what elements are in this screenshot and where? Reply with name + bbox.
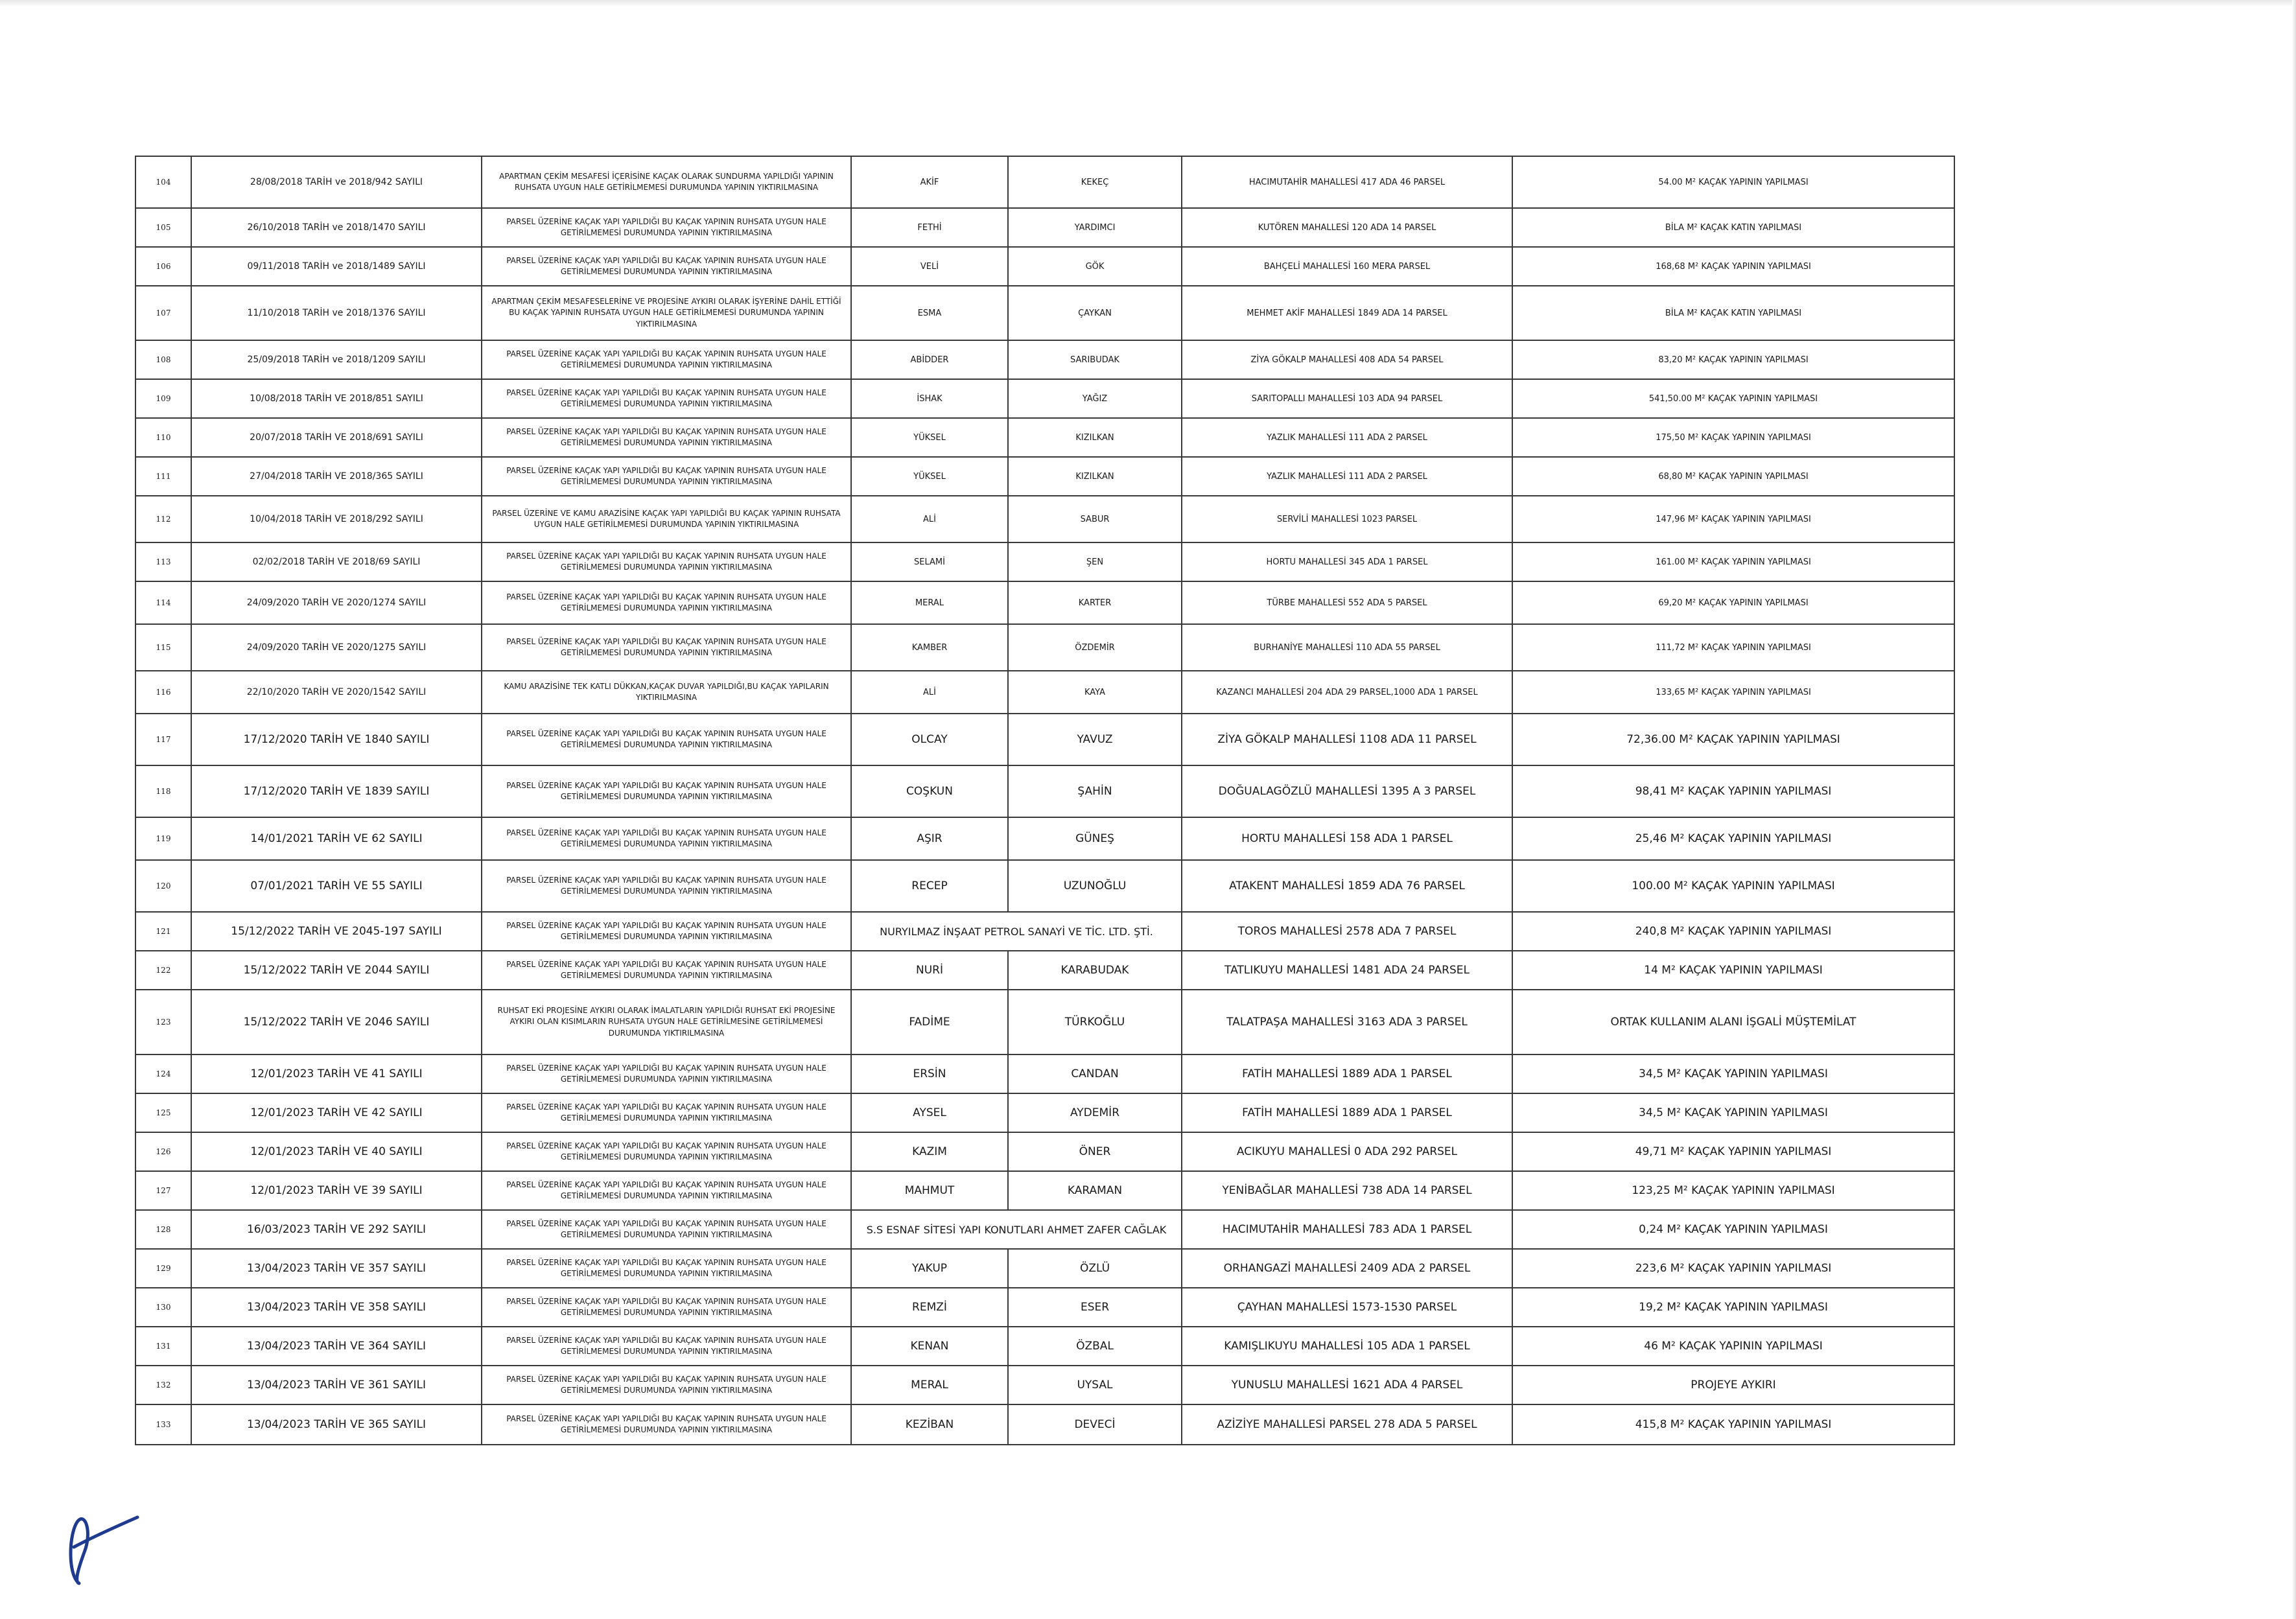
decision-date: 12/01/2023 TARİH VE 42 SAYILI bbox=[191, 1093, 482, 1132]
owner-last-name: ÖZDEMİR bbox=[1008, 624, 1182, 671]
row-number: 124 bbox=[135, 1054, 191, 1093]
violation-description: PARSEL ÜZERİNE KAÇAK YAPI YAPILDIĞI BU KAÇAK YAPININ RUHSATA UYGUN HALE GETİRİLMEMESİ DURUMUNDA YAPININ YIKTIRILMASINA bbox=[482, 1288, 851, 1327]
table-row bbox=[135, 1404, 1954, 1445]
decision-date: 13/04/2023 TARİH VE 357 SAYILI bbox=[191, 1249, 482, 1288]
row-number: 108 bbox=[135, 340, 191, 379]
parcel-location: AZİZİYE MAHALLESİ PARSEL 278 ADA 5 PARSEL bbox=[1182, 1404, 1512, 1445]
owner-first-name: AŞIR bbox=[851, 817, 1008, 860]
table-row bbox=[135, 624, 1954, 671]
decision-date: 15/12/2022 TARİH VE 2044 SAYILI bbox=[191, 951, 482, 990]
decision-date: 07/01/2021 TARİH VE 55 SAYILI bbox=[191, 860, 482, 912]
owner-first-name: İSHAK bbox=[851, 379, 1008, 418]
row-number: 110 bbox=[135, 418, 191, 457]
decision-date: 09/11/2018 TARİH ve 2018/1489 SAYILI bbox=[191, 247, 482, 286]
decision-date: 12/01/2023 TARİH VE 39 SAYILI bbox=[191, 1171, 482, 1210]
violation-detail: 46 M² KAÇAK YAPININ YAPILMASI bbox=[1512, 1327, 1954, 1366]
owner-first-name: VELİ bbox=[851, 247, 1008, 286]
owner-last-name: DEVECİ bbox=[1008, 1404, 1182, 1445]
owner-last-name: YARDIMCI bbox=[1008, 208, 1182, 247]
violation-description: PARSEL ÜZERİNE KAÇAK YAPI YAPILDIĞI BU KAÇAK YAPININ RUHSATA UYGUN HALE GETİRİLMEMESİ DURUMUNDA YAPININ YIKTIRILMASINA bbox=[482, 1132, 851, 1171]
table-row bbox=[135, 1132, 1954, 1171]
owner-first-name: FETHİ bbox=[851, 208, 1008, 247]
owner-first-name: KAMBER bbox=[851, 624, 1008, 671]
violation-detail: 54.00 M² KAÇAK YAPININ YAPILMASI bbox=[1512, 156, 1954, 208]
row-number: 130 bbox=[135, 1288, 191, 1327]
violation-description: PARSEL ÜZERİNE KAÇAK YAPI YAPILDIĞI BU KAÇAK YAPININ RUHSATA UYGUN HALE GETİRİLMEMESİ DURUMUNDA YAPININ YIKTIRILMASINA bbox=[482, 418, 851, 457]
violation-detail: 240,8 M² KAÇAK YAPININ YAPILMASI bbox=[1512, 912, 1954, 951]
table-row bbox=[135, 765, 1954, 817]
table-row bbox=[135, 1327, 1954, 1366]
owner-last-name: YAVUZ bbox=[1008, 714, 1182, 765]
decision-date: 15/12/2022 TARİH VE 2045-197 SAYILI bbox=[191, 912, 482, 951]
owner-first-name: OLCAY bbox=[851, 714, 1008, 765]
violation-detail: 14 M² KAÇAK YAPININ YAPILMASI bbox=[1512, 951, 1954, 990]
table-row bbox=[135, 1249, 1954, 1288]
parcel-location: DOĞUALAGÖZLÜ MAHALLESİ 1395 A 3 PARSEL bbox=[1182, 765, 1512, 817]
owner-first-name: REMZİ bbox=[851, 1288, 1008, 1327]
owner-first-name: ABİDDER bbox=[851, 340, 1008, 379]
parcel-location: TALATPAŞA MAHALLESİ 3163 ADA 3 PARSEL bbox=[1182, 990, 1512, 1054]
decision-date: 13/04/2023 TARİH VE 361 SAYILI bbox=[191, 1366, 482, 1404]
owner-last-name: TÜRKOĞLU bbox=[1008, 990, 1182, 1054]
owner-first-name: YÜKSEL bbox=[851, 418, 1008, 457]
owner-first-name: MAHMUT bbox=[851, 1171, 1008, 1210]
violation-description: PARSEL ÜZERİNE KAÇAK YAPI YAPILDIĞI BU KAÇAK YAPININ RUHSATA UYGUN HALE GETİRİLMEMESİ DURUMUNDA YAPININ YIKTIRILMASINA bbox=[482, 542, 851, 581]
table-row bbox=[135, 951, 1954, 990]
decision-date: 16/03/2023 TARİH VE 292 SAYILI bbox=[191, 1210, 482, 1249]
violation-detail: 415,8 M² KAÇAK YAPININ YAPILMASI bbox=[1512, 1404, 1954, 1445]
decision-date: 10/04/2018 TARİH VE 2018/292 SAYILI bbox=[191, 496, 482, 542]
parcel-location: ATAKENT MAHALLESİ 1859 ADA 76 PARSEL bbox=[1182, 860, 1512, 912]
decision-date: 27/04/2018 TARİH VE 2018/365 SAYILI bbox=[191, 457, 482, 496]
violation-detail: 100.00 M² KAÇAK YAPININ YAPILMASI bbox=[1512, 860, 1954, 912]
owner-last-name: UZUNOĞLU bbox=[1008, 860, 1182, 912]
decision-date: 11/10/2018 TARİH ve 2018/1376 SAYILI bbox=[191, 286, 482, 340]
table-body bbox=[135, 156, 1954, 1445]
parcel-location: KAZANCI MAHALLESİ 204 ADA 29 PARSEL,1000 ADA 1 PARSEL bbox=[1182, 671, 1512, 714]
violation-detail: 83,20 M² KAÇAK YAPININ YAPILMASI bbox=[1512, 340, 1954, 379]
owner-first-name: NURİ bbox=[851, 951, 1008, 990]
table-row bbox=[135, 990, 1954, 1054]
parcel-location: HORTU MAHALLESİ 345 ADA 1 PARSEL bbox=[1182, 542, 1512, 581]
owner-last-name: ÖNER bbox=[1008, 1132, 1182, 1171]
scan-edge-top bbox=[0, 0, 2296, 6]
row-number: 125 bbox=[135, 1093, 191, 1132]
parcel-location: SERVİLİ MAHALLESİ 1023 PARSEL bbox=[1182, 496, 1512, 542]
row-number: 120 bbox=[135, 860, 191, 912]
decision-date: 24/09/2020 TARİH VE 2020/1274 SAYILI bbox=[191, 581, 482, 624]
parcel-location: KUTÖREN MAHALLESİ 120 ADA 14 PARSEL bbox=[1182, 208, 1512, 247]
violation-description: PARSEL ÜZERİNE KAÇAK YAPI YAPILDIĞI BU KAÇAK YAPININ RUHSATA UYGUN HALE GETİRİLMEMESİ DURUMUNDA YAPININ YIKTIRILMASINA bbox=[482, 208, 851, 247]
violation-description: PARSEL ÜZERİNE KAÇAK YAPI YAPILDIĞI BU KAÇAK YAPININ RUHSATA UYGUN HALE GETİRİLMEMESİ DURUMUNDA YAPININ YIKTIRILMASINA bbox=[482, 817, 851, 860]
owner-last-name: YAĞIZ bbox=[1008, 379, 1182, 418]
owner-last-name: UYSAL bbox=[1008, 1366, 1182, 1404]
row-number: 133 bbox=[135, 1404, 191, 1445]
owner-company: S.S ESNAF SİTESİ YAPI KONUTLARI AHMET ZAFER CAĞLAK bbox=[851, 1210, 1182, 1249]
owner-last-name: SABUR bbox=[1008, 496, 1182, 542]
owner-last-name: ÖZBAL bbox=[1008, 1327, 1182, 1366]
parcel-location: HORTU MAHALLESİ 158 ADA 1 PARSEL bbox=[1182, 817, 1512, 860]
row-number: 114 bbox=[135, 581, 191, 624]
parcel-location: SARITOPALLI MAHALLESİ 103 ADA 94 PARSEL bbox=[1182, 379, 1512, 418]
table-row bbox=[135, 340, 1954, 379]
parcel-location: TOROS MAHALLESİ 2578 ADA 7 PARSEL bbox=[1182, 912, 1512, 951]
table-row bbox=[135, 418, 1954, 457]
violation-detail: 123,25 M² KAÇAK YAPININ YAPILMASI bbox=[1512, 1171, 1954, 1210]
owner-last-name: GÖK bbox=[1008, 247, 1182, 286]
owner-first-name: YAKUP bbox=[851, 1249, 1008, 1288]
owner-last-name: KEKEÇ bbox=[1008, 156, 1182, 208]
row-number: 116 bbox=[135, 671, 191, 714]
parcel-location: FATİH MAHALLESİ 1889 ADA 1 PARSEL bbox=[1182, 1093, 1512, 1132]
violation-detail: 19,2 M² KAÇAK YAPININ YAPILMASI bbox=[1512, 1288, 1954, 1327]
row-number: 111 bbox=[135, 457, 191, 496]
table-row bbox=[135, 208, 1954, 247]
row-number: 126 bbox=[135, 1132, 191, 1171]
row-number: 132 bbox=[135, 1366, 191, 1404]
violation-detail: 541,50.00 M² KAÇAK YAPININ YAPILMASI bbox=[1512, 379, 1954, 418]
owner-last-name: ÇAYKAN bbox=[1008, 286, 1182, 340]
decision-date: 17/12/2020 TARİH VE 1839 SAYILI bbox=[191, 765, 482, 817]
violation-detail: BİLA M² KAÇAK KATIN YAPILMASI bbox=[1512, 208, 1954, 247]
row-number: 131 bbox=[135, 1327, 191, 1366]
table-row bbox=[135, 1210, 1954, 1249]
violation-description: PARSEL ÜZERİNE KAÇAK YAPI YAPILDIĞI BU KAÇAK YAPININ RUHSATA UYGUN HALE GETİRİLMEMESİ DURUMUNDA YAPININ YIKTIRILMASINA bbox=[482, 581, 851, 624]
owner-first-name: ALİ bbox=[851, 671, 1008, 714]
owner-first-name: ALİ bbox=[851, 496, 1008, 542]
row-number: 106 bbox=[135, 247, 191, 286]
violation-description: PARSEL ÜZERİNE KAÇAK YAPI YAPILDIĞI BU KAÇAK YAPININ RUHSATA UYGUN HALE GETİRİLMEMESİ DURUMUNDA YAPININ YIKTIRILMASINA bbox=[482, 379, 851, 418]
owner-first-name: ERSİN bbox=[851, 1054, 1008, 1093]
violation-description: PARSEL ÜZERİNE KAÇAK YAPI YAPILDIĞI BU KAÇAK YAPININ RUHSATA UYGUN HALE GETİRİLMEMESİ DURUMUNDA YAPININ YIKTIRILMASINA bbox=[482, 1054, 851, 1093]
violation-detail: 161.00 M² KAÇAK YAPININ YAPILMASI bbox=[1512, 542, 1954, 581]
parcel-location: YAZLIK MAHALLESİ 111 ADA 2 PARSEL bbox=[1182, 457, 1512, 496]
owner-last-name: ÖZLÜ bbox=[1008, 1249, 1182, 1288]
owner-last-name: SARIBUDAK bbox=[1008, 340, 1182, 379]
violation-detail: 34,5 M² KAÇAK YAPININ YAPILMASI bbox=[1512, 1054, 1954, 1093]
violation-description: PARSEL ÜZERİNE VE KAMU ARAZİSİNE KAÇAK YAPI YAPILDIĞI BU KAÇAK YAPININ RUHSATA UYGUN HALE GETİRİLMEMESİ DURUMUNDA YAPININ YIKTIRILMASINA bbox=[482, 496, 851, 542]
violation-description: PARSEL ÜZERİNE KAÇAK YAPI YAPILDIĞI BU KAÇAK YAPININ RUHSATA UYGUN HALE GETİRİLMEMESİ DURUMUNDA YAPININ YIKTIRILMASINA bbox=[482, 714, 851, 765]
parcel-location: BURHANİYE MAHALLESİ 110 ADA 55 PARSEL bbox=[1182, 624, 1512, 671]
violation-description: PARSEL ÜZERİNE KAÇAK YAPI YAPILDIĞI BU KAÇAK YAPININ RUHSATA UYGUN HALE GETİRİLMEMESİ DURUMUNDA YAPININ YIKTIRILMASINA bbox=[482, 951, 851, 990]
owner-first-name: COŞKUN bbox=[851, 765, 1008, 817]
parcel-location: ORHANGAZİ MAHALLESİ 2409 ADA 2 PARSEL bbox=[1182, 1249, 1512, 1288]
row-number: 105 bbox=[135, 208, 191, 247]
violation-description: PARSEL ÜZERİNE KAÇAK YAPI YAPILDIĞI BU KAÇAK YAPININ RUHSATA UYGUN HALE GETİRİLMEMESİ DURUMUNDA YAPININ YIKTIRILMASINA bbox=[482, 457, 851, 496]
violation-description: PARSEL ÜZERİNE KAÇAK YAPI YAPILDIĞI BU KAÇAK YAPININ RUHSATA UYGUN HALE GETİRİLMEMESİ DURUMUNDA YAPININ YIKTIRILMASINA bbox=[482, 1404, 851, 1445]
row-number: 109 bbox=[135, 379, 191, 418]
parcel-location: TATLIKUYU MAHALLESİ 1481 ADA 24 PARSEL bbox=[1182, 951, 1512, 990]
violation-detail: 168,68 M² KAÇAK YAPININ YAPILMASI bbox=[1512, 247, 1954, 286]
violation-description: PARSEL ÜZERİNE KAÇAK YAPI YAPILDIĞI BU KAÇAK YAPININ RUHSATA UYGUN HALE GETİRİLMEMESİ DURUMUNDA YAPININ YIKTIRILMASINA bbox=[482, 1249, 851, 1288]
owner-first-name: SELAMİ bbox=[851, 542, 1008, 581]
decision-date: 20/07/2018 TARİH VE 2018/691 SAYILI bbox=[191, 418, 482, 457]
table-row bbox=[135, 379, 1954, 418]
row-number: 118 bbox=[135, 765, 191, 817]
decision-date: 24/09/2020 TARİH VE 2020/1275 SAYILI bbox=[191, 624, 482, 671]
row-number: 112 bbox=[135, 496, 191, 542]
owner-last-name: KARTER bbox=[1008, 581, 1182, 624]
violation-description: APARTMAN ÇEKİM MESAFESELERİNE VE PROJESİNE AYKIRI OLARAK İŞYERİNE DAHİL ETTİĞİ BU KAÇAK YAPININ RUHSATA UYGUN HALE GETİRİLMEMESİ DURUMUNDA YAPININ YIKTIRILMASINA bbox=[482, 286, 851, 340]
table-row bbox=[135, 286, 1954, 340]
table-row bbox=[135, 860, 1954, 912]
decision-date: 10/08/2018 TARİH VE 2018/851 SAYILI bbox=[191, 379, 482, 418]
owner-first-name: AKİF bbox=[851, 156, 1008, 208]
parcel-location: ZİYA GÖKALP MAHALLESİ 408 ADA 54 PARSEL bbox=[1182, 340, 1512, 379]
violation-detail: 147,96 M² KAÇAK YAPININ YAPILMASI bbox=[1512, 496, 1954, 542]
decision-date: 13/04/2023 TARİH VE 364 SAYILI bbox=[191, 1327, 482, 1366]
violation-description: PARSEL ÜZERİNE KAÇAK YAPI YAPILDIĞI BU KAÇAK YAPININ RUHSATA UYGUN HALE GETİRİLMEMESİ DURUMUNDA YAPININ YIKTIRILMASINA bbox=[482, 1366, 851, 1404]
row-number: 104 bbox=[135, 156, 191, 208]
decision-date: 17/12/2020 TARİH VE 1840 SAYILI bbox=[191, 714, 482, 765]
violation-description: PARSEL ÜZERİNE KAÇAK YAPI YAPILDIĞI BU KAÇAK YAPININ RUHSATA UYGUN HALE GETİRİLMEMESİ DURUMUNDA YAPININ YIKTIRILMASINA bbox=[482, 1210, 851, 1249]
decision-date: 14/01/2021 TARİH VE 62 SAYILI bbox=[191, 817, 482, 860]
owner-first-name: ESMA bbox=[851, 286, 1008, 340]
parcel-location: YAZLIK MAHALLESİ 111 ADA 2 PARSEL bbox=[1182, 418, 1512, 457]
row-number: 115 bbox=[135, 624, 191, 671]
violation-detail: 34,5 M² KAÇAK YAPININ YAPILMASI bbox=[1512, 1093, 1954, 1132]
violation-description: PARSEL ÜZERİNE KAÇAK YAPI YAPILDIĞI BU KAÇAK YAPININ RUHSATA UYGUN HALE GETİRİLMEMESİ DURUMUNDA YAPININ YIKTIRILMASINA bbox=[482, 912, 851, 951]
violation-description: PARSEL ÜZERİNE KAÇAK YAPI YAPILDIĞI BU KAÇAK YAPININ RUHSATA UYGUN HALE GETİRİLMEMESİ DURUMUNDA YAPININ YIKTIRILMASINA bbox=[482, 1171, 851, 1210]
violation-description: KAMU ARAZİSİNE TEK KATLI DÜKKAN,KAÇAK DUVAR YAPILDIĞI,BU KAÇAK YAPILARIN YIKTIRILMASINA bbox=[482, 671, 851, 714]
owner-first-name: YÜKSEL bbox=[851, 457, 1008, 496]
owner-company: NURYILMAZ İNŞAAT PETROL SANAYİ VE TİC. LTD. ŞTİ. bbox=[851, 912, 1182, 951]
owner-last-name: KARABUDAK bbox=[1008, 951, 1182, 990]
table-row bbox=[135, 817, 1954, 860]
violation-detail: 72,36.00 M² KAÇAK YAPININ YAPILMASI bbox=[1512, 714, 1954, 765]
table-row bbox=[135, 542, 1954, 581]
table-row bbox=[135, 912, 1954, 951]
owner-first-name: MERAL bbox=[851, 1366, 1008, 1404]
decision-date: 25/09/2018 TARİH ve 2018/1209 SAYILI bbox=[191, 340, 482, 379]
row-number: 122 bbox=[135, 951, 191, 990]
violation-detail: 68,80 M² KAÇAK YAPININ YAPILMASI bbox=[1512, 457, 1954, 496]
violation-detail: 49,71 M² KAÇAK YAPININ YAPILMASI bbox=[1512, 1132, 1954, 1171]
row-number: 113 bbox=[135, 542, 191, 581]
row-number: 129 bbox=[135, 1249, 191, 1288]
owner-first-name: AYSEL bbox=[851, 1093, 1008, 1132]
owner-first-name: MERAL bbox=[851, 581, 1008, 624]
owner-last-name: KARAMAN bbox=[1008, 1171, 1182, 1210]
decision-date: 13/04/2023 TARİH VE 358 SAYILI bbox=[191, 1288, 482, 1327]
violation-detail: PROJEYE AYKIRI bbox=[1512, 1366, 1954, 1404]
table-row bbox=[135, 496, 1954, 542]
owner-last-name: CANDAN bbox=[1008, 1054, 1182, 1093]
violation-description: PARSEL ÜZERİNE KAÇAK YAPI YAPILDIĞI BU KAÇAK YAPININ RUHSATA UYGUN HALE GETİRİLMEMESİ DURUMUNDA YAPININ YIKTIRILMASINA bbox=[482, 340, 851, 379]
owner-last-name: ŞAHİN bbox=[1008, 765, 1182, 817]
violation-detail: 111,72 M² KAÇAK YAPININ YAPILMASI bbox=[1512, 624, 1954, 671]
table-row bbox=[135, 1288, 1954, 1327]
violation-description: PARSEL ÜZERİNE KAÇAK YAPI YAPILDIĞI BU KAÇAK YAPININ RUHSATA UYGUN HALE GETİRİLMEMESİ DURUMUNDA YAPININ YIKTIRILMASINA bbox=[482, 1327, 851, 1366]
violation-description: PARSEL ÜZERİNE KAÇAK YAPI YAPILDIĞI BU KAÇAK YAPININ RUHSATA UYGUN HALE GETİRİLMEMESİ DURUMUNDA YAPININ YIKTIRILMASINA bbox=[482, 624, 851, 671]
violation-detail: 25,46 M² KAÇAK YAPININ YAPILMASI bbox=[1512, 817, 1954, 860]
owner-last-name: KAYA bbox=[1008, 671, 1182, 714]
row-number: 107 bbox=[135, 286, 191, 340]
table-row bbox=[135, 714, 1954, 765]
row-number: 119 bbox=[135, 817, 191, 860]
table-row bbox=[135, 581, 1954, 624]
parcel-location: ACIKUYU MAHALLESİ 0 ADA 292 PARSEL bbox=[1182, 1132, 1512, 1171]
decision-date: 02/02/2018 TARİH VE 2018/69 SAYILI bbox=[191, 542, 482, 581]
violation-description: PARSEL ÜZERİNE KAÇAK YAPI YAPILDIĞI BU KAÇAK YAPININ RUHSATA UYGUN HALE GETİRİLMEMESİ DURUMUNDA YAPININ YIKTIRILMASINA bbox=[482, 860, 851, 912]
scan-edge-right bbox=[2292, 0, 2296, 1619]
violation-detail: 69,20 M² KAÇAK YAPININ YAPILMASI bbox=[1512, 581, 1954, 624]
table-row bbox=[135, 671, 1954, 714]
owner-last-name: KIZILKAN bbox=[1008, 418, 1182, 457]
decision-date: 22/10/2020 TARİH VE 2020/1542 SAYILI bbox=[191, 671, 482, 714]
violation-detail: 0,24 M² KAÇAK YAPININ YAPILMASI bbox=[1512, 1210, 1954, 1249]
decision-date: 12/01/2023 TARİH VE 41 SAYILI bbox=[191, 1054, 482, 1093]
owner-last-name: ŞEN bbox=[1008, 542, 1182, 581]
owner-first-name: RECEP bbox=[851, 860, 1008, 912]
table-row bbox=[135, 1171, 1954, 1210]
parcel-location: TÜRBE MAHALLESİ 552 ADA 5 PARSEL bbox=[1182, 581, 1512, 624]
decision-date: 13/04/2023 TARİH VE 365 SAYILI bbox=[191, 1404, 482, 1445]
row-number: 121 bbox=[135, 912, 191, 951]
row-number: 127 bbox=[135, 1171, 191, 1210]
handwritten-signature bbox=[65, 1507, 143, 1588]
parcel-location: YUNUSLU MAHALLESİ 1621 ADA 4 PARSEL bbox=[1182, 1366, 1512, 1404]
owner-first-name: KAZIM bbox=[851, 1132, 1008, 1171]
table-row bbox=[135, 247, 1954, 286]
violation-detail: BİLA M² KAÇAK KATIN YAPILMASI bbox=[1512, 286, 1954, 340]
owner-last-name: GÜNEŞ bbox=[1008, 817, 1182, 860]
parcel-location: YENİBAĞLAR MAHALLESİ 738 ADA 14 PARSEL bbox=[1182, 1171, 1512, 1210]
owner-last-name: KIZILKAN bbox=[1008, 457, 1182, 496]
decision-date: 15/12/2022 TARİH VE 2046 SAYILI bbox=[191, 990, 482, 1054]
parcel-location: MEHMET AKİF MAHALLESİ 1849 ADA 14 PARSEL bbox=[1182, 286, 1512, 340]
row-number: 128 bbox=[135, 1210, 191, 1249]
table-row bbox=[135, 457, 1954, 496]
parcel-location: KAMIŞLIKUYU MAHALLESİ 105 ADA 1 PARSEL bbox=[1182, 1327, 1512, 1366]
violation-detail: 223,6 M² KAÇAK YAPININ YAPILMASI bbox=[1512, 1249, 1954, 1288]
table-row bbox=[135, 156, 1954, 208]
violation-description: PARSEL ÜZERİNE KAÇAK YAPI YAPILDIĞI BU KAÇAK YAPININ RUHSATA UYGUN HALE GETİRİLMEMESİ DURUMUNDA YAPININ YIKTIRILMASINA bbox=[482, 247, 851, 286]
violation-description: PARSEL ÜZERİNE KAÇAK YAPI YAPILDIĞI BU KAÇAK YAPININ RUHSATA UYGUN HALE GETİRİLMEMESİ DURUMUNDA YAPININ YIKTIRILMASINA bbox=[482, 1093, 851, 1132]
demolition-orders-table bbox=[135, 156, 1955, 1445]
table-row bbox=[135, 1054, 1954, 1093]
violation-detail: ORTAK KULLANIM ALANI İŞGALİ MÜŞTEMİLAT bbox=[1512, 990, 1954, 1054]
decision-date: 28/08/2018 TARİH ve 2018/942 SAYILI bbox=[191, 156, 482, 208]
owner-first-name: FADİME bbox=[851, 990, 1008, 1054]
table-row bbox=[135, 1366, 1954, 1404]
violation-description: APARTMAN ÇEKİM MESAFESİ İÇERİSİNE KAÇAK OLARAK SUNDURMA YAPILDIĞI YAPININ RUHSATA UYGUN HALE GETİRİLMEMESİ DURUMUNDA YAPININ YIKTIRILMASINA bbox=[482, 156, 851, 208]
parcel-location: HACIMUTAHİR MAHALLESİ 417 ADA 46 PARSEL bbox=[1182, 156, 1512, 208]
owner-last-name: AYDEMİR bbox=[1008, 1093, 1182, 1132]
violation-detail: 98,41 M² KAÇAK YAPININ YAPILMASI bbox=[1512, 765, 1954, 817]
violation-description: RUHSAT EKİ PROJESİNE AYKIRI OLARAK İMALATLARIN YAPILDIĞI RUHSAT EKİ PROJESİNE AYKIRI OLAN KISIMLARIN RUHSATA UYGUN HALE GETİRİLMESİNE GETİRİLMEMESİ DURUMUNDA YIKTIRILMASINA bbox=[482, 990, 851, 1054]
parcel-location: HACIMUTAHİR MAHALLESİ 783 ADA 1 PARSEL bbox=[1182, 1210, 1512, 1249]
decision-date: 26/10/2018 TARİH ve 2018/1470 SAYILI bbox=[191, 208, 482, 247]
parcel-location: BAHÇELİ MAHALLESİ 160 MERA PARSEL bbox=[1182, 247, 1512, 286]
row-number: 117 bbox=[135, 714, 191, 765]
parcel-location: ÇAYHAN MAHALLESİ 1573-1530 PARSEL bbox=[1182, 1288, 1512, 1327]
violation-detail: 175,50 M² KAÇAK YAPININ YAPILMASI bbox=[1512, 418, 1954, 457]
violation-detail: 133,65 M² KAÇAK YAPININ YAPILMASI bbox=[1512, 671, 1954, 714]
parcel-location: ZİYA GÖKALP MAHALLESİ 1108 ADA 11 PARSEL bbox=[1182, 714, 1512, 765]
owner-first-name: KEZİBAN bbox=[851, 1404, 1008, 1445]
parcel-location: FATİH MAHALLESİ 1889 ADA 1 PARSEL bbox=[1182, 1054, 1512, 1093]
row-number: 123 bbox=[135, 990, 191, 1054]
table-row bbox=[135, 1093, 1954, 1132]
owner-last-name: ESER bbox=[1008, 1288, 1182, 1327]
owner-first-name: KENAN bbox=[851, 1327, 1008, 1366]
violation-description: PARSEL ÜZERİNE KAÇAK YAPI YAPILDIĞI BU KAÇAK YAPININ RUHSATA UYGUN HALE GETİRİLMEMESİ DURUMUNDA YAPININ YIKTIRILMASINA bbox=[482, 765, 851, 817]
decision-date: 12/01/2023 TARİH VE 40 SAYILI bbox=[191, 1132, 482, 1171]
